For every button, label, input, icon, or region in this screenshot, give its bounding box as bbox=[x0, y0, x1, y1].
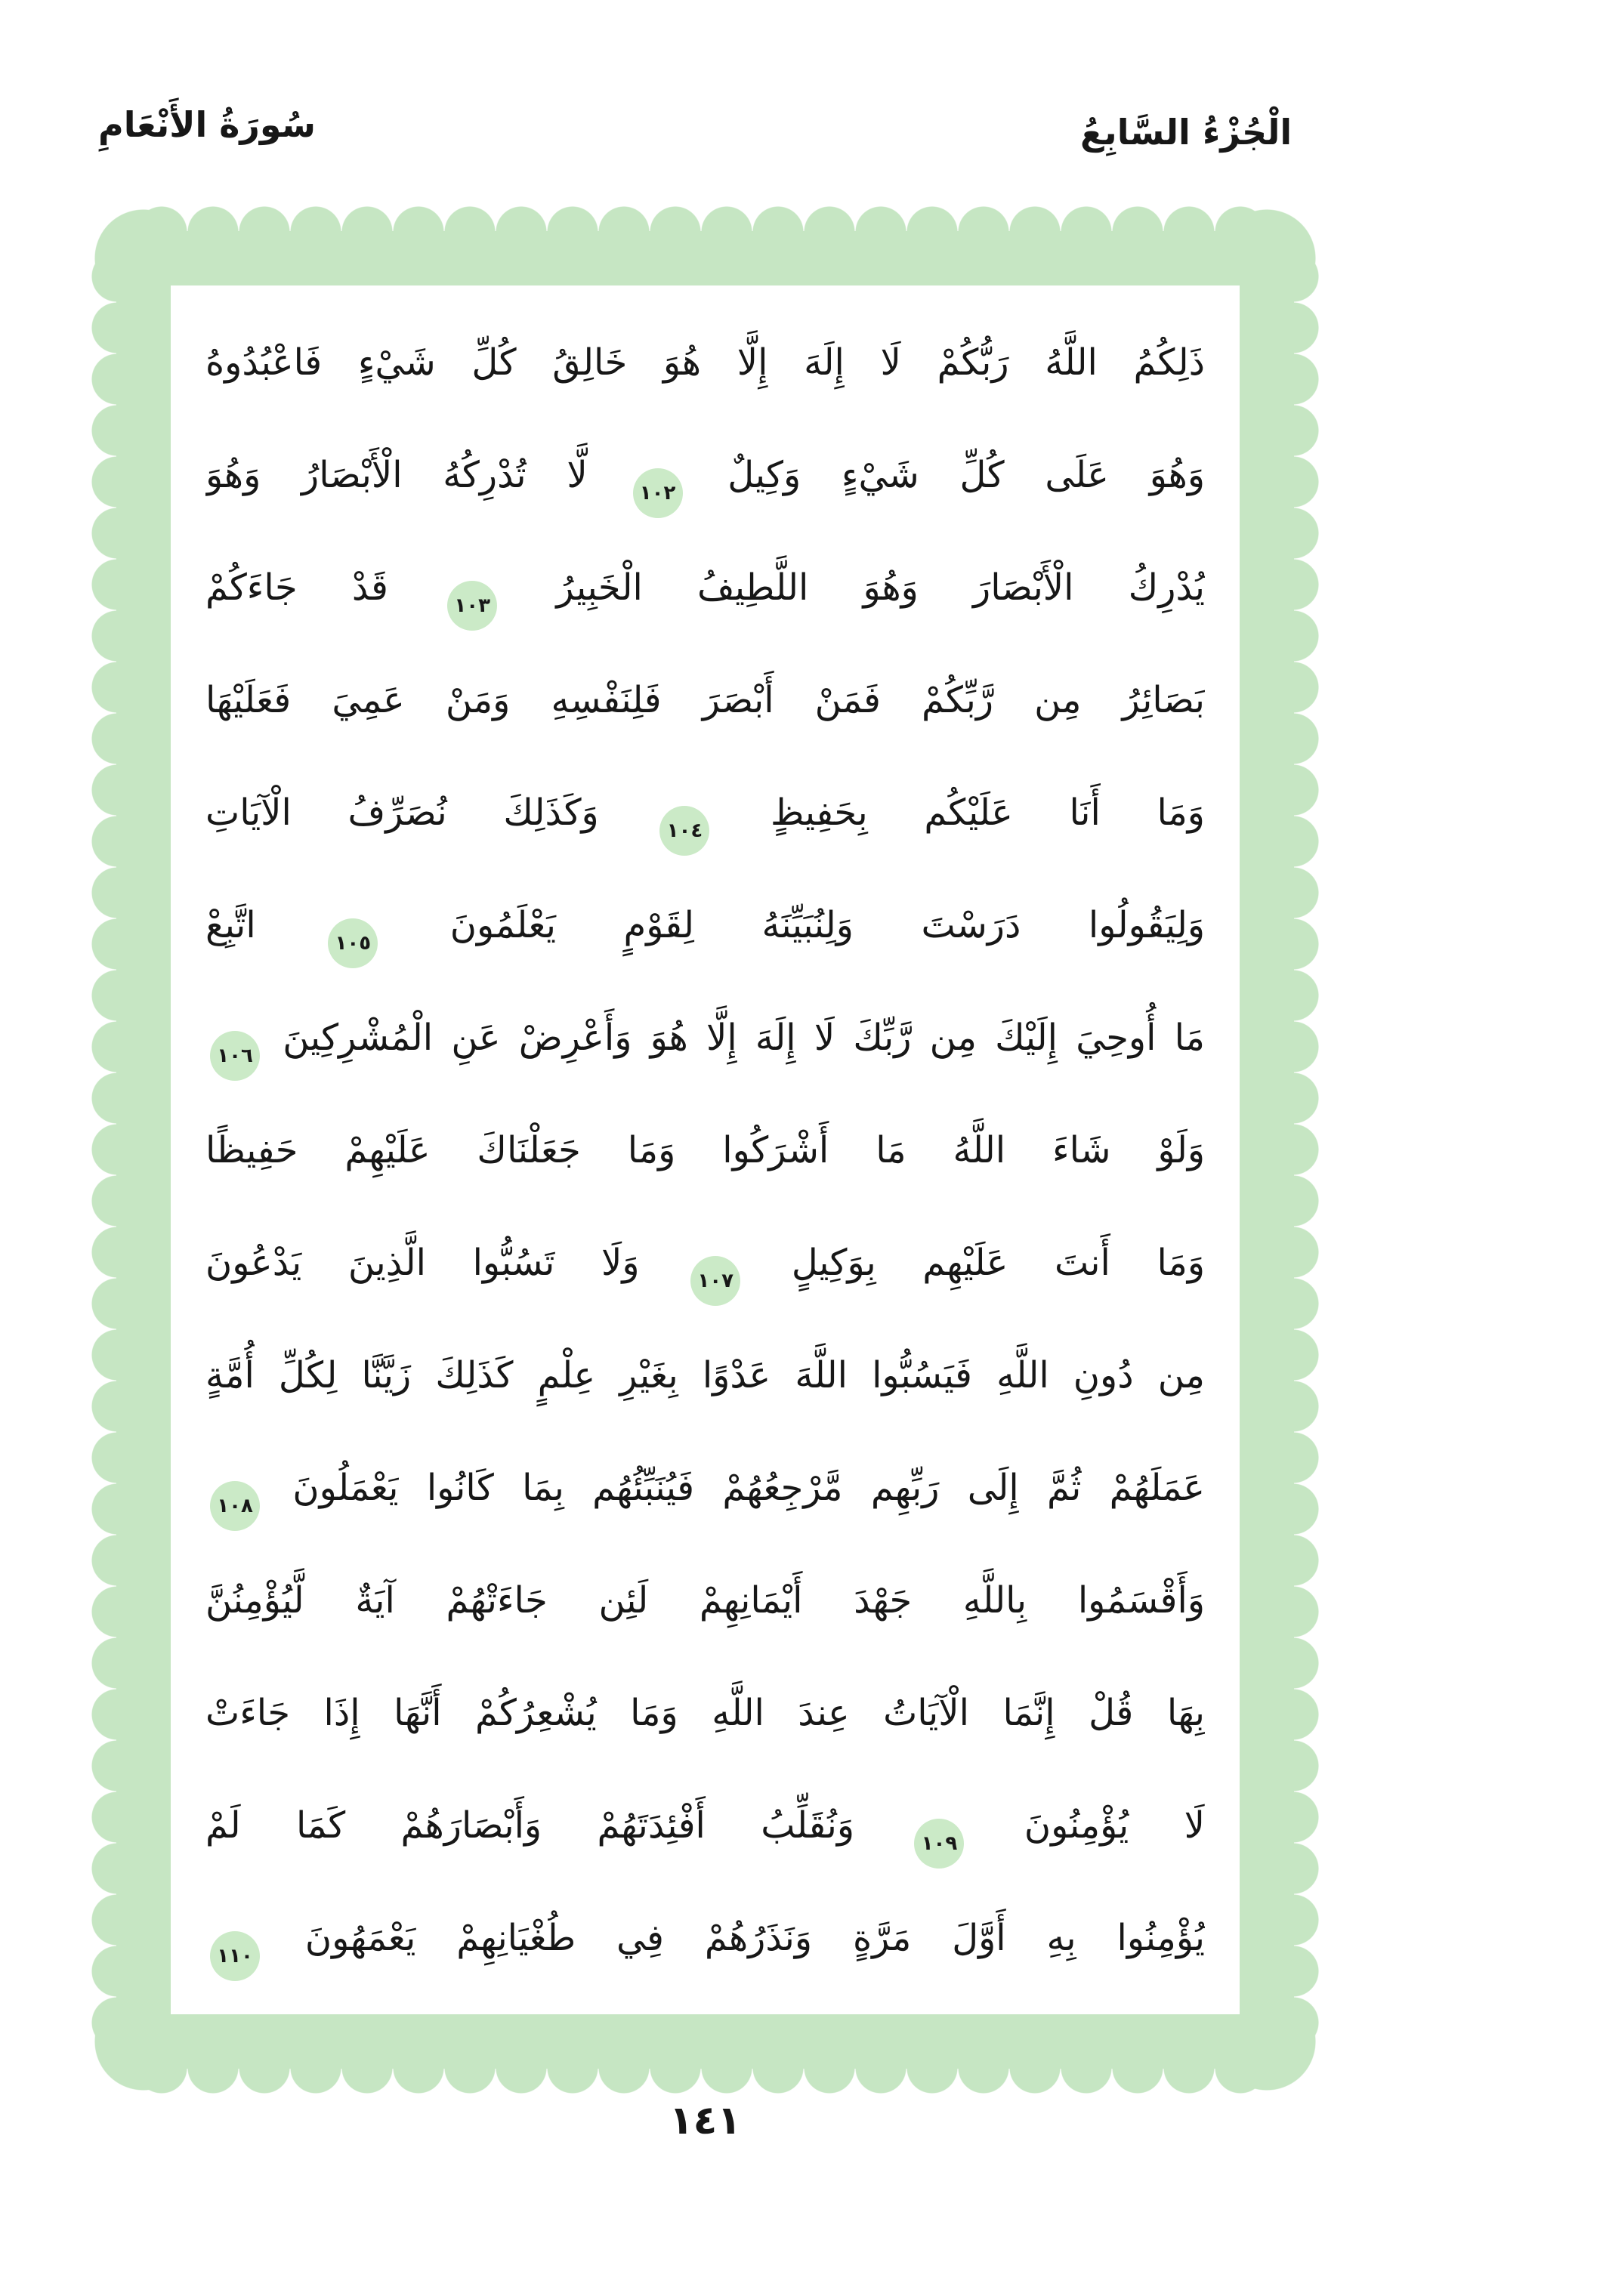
ayah-number-marker-icon bbox=[914, 1819, 964, 1869]
quran-line bbox=[205, 1545, 1205, 1657]
quran-text-run: وَأَقْسَمُوا بِاللَّهِ جَهْدَ أَيْمَانِهِمْ لَئِن جَاءَتْهُمْ آيَةٌ لَّيُؤْمِنُنَّ bbox=[205, 1579, 1205, 1622]
ayah-number-marker-icon bbox=[210, 1031, 260, 1081]
page-number: ١٤١ bbox=[669, 2098, 742, 2143]
quran-text-run: وَمَا أَنتَ عَلَيْهِم بِوَكِيلٍ bbox=[791, 1242, 1205, 1284]
ayah-number: ١٠٢ bbox=[639, 482, 676, 505]
quran-text-run: عَمَلَهُمْ ثُمَّ إِلَى رَبِّهِم مَّرْجِعُهُمْ فَيُنَبِّئُهُم بِمَا كَانُوا يَعْمَلُونَ bbox=[292, 1467, 1205, 1509]
ayah-number: ١١٠ bbox=[217, 1945, 253, 1967]
ayah-number-marker-icon bbox=[210, 1931, 260, 1981]
quran-line bbox=[205, 1207, 1205, 1319]
quran-line bbox=[205, 869, 1205, 982]
quran-line bbox=[205, 1319, 1205, 1432]
quran-text-run: يُدْرِكُ الْأَبْصَارَ وَهُوَ اللَّطِيفُ الْخَبِيرُ bbox=[556, 566, 1205, 609]
quran-text-run: بَصَائِرُ مِن رَّبِّكُمْ فَمَنْ أَبْصَرَ فَلِنَفْسِهِ وَمَنْ عَمِيَ فَعَلَيْهَا bbox=[205, 679, 1205, 721]
frame-scallop-top-edge bbox=[136, 205, 1274, 232]
quran-line bbox=[205, 1882, 1205, 1995]
quran-text-run: لَا يُؤْمِنُونَ bbox=[1024, 1804, 1205, 1847]
surah-title: سُورَةُ الأَنْعَامِ bbox=[98, 104, 316, 145]
quran-text-run: وَلَا تَسُبُّوا الَّذِينَ يَدْعُونَ bbox=[205, 1242, 640, 1284]
ayah-number-marker-icon bbox=[633, 468, 683, 518]
quran-lines bbox=[205, 307, 1205, 1995]
ayah-number: ١٠٥ bbox=[335, 932, 372, 955]
text-area bbox=[171, 285, 1240, 2014]
ayah-number: ١٠٦ bbox=[217, 1045, 253, 1067]
ayah-number: ١٠٨ bbox=[217, 1495, 253, 1517]
ayah-number-marker-icon bbox=[690, 1256, 740, 1306]
frame-scallop-left-edge bbox=[91, 251, 117, 2049]
quran-text-run: وَكَذَلِكَ نُصَرِّفُ الْآيَاتِ bbox=[205, 792, 599, 834]
ayah-number: ١٠٧ bbox=[697, 1270, 734, 1292]
quran-text-run: وَلَوْ شَاءَ اللَّهُ مَا أَشْرَكُوا وَمَا جَعَلْنَاكَ عَلَيْهِمْ حَفِيظًا bbox=[205, 1129, 1205, 1171]
quran-line bbox=[205, 1770, 1205, 1882]
quran-text-run: وَهُوَ عَلَى كُلِّ شَيْءٍ وَكِيلٌ bbox=[727, 454, 1205, 496]
ayah-number: ١٠٣ bbox=[454, 594, 490, 617]
quran-line bbox=[205, 1094, 1205, 1207]
quran-line bbox=[205, 644, 1205, 757]
quran-text-run: وَمَا أَنَا عَلَيْكُم بِحَفِيظٍ bbox=[771, 792, 1205, 834]
quran-text-run: يُؤْمِنُوا بِهِ أَوَّلَ مَرَّةٍ وَنَذَرُهُمْ فِي طُغْيَانِهِمْ يَعْمَهُونَ bbox=[304, 1917, 1205, 1959]
ayah-number-marker-icon bbox=[210, 1481, 260, 1531]
quran-line bbox=[205, 982, 1205, 1094]
quran-text-run: مَا أُوحِيَ إِلَيْكَ مِن رَّبِّكَ لَا إِلَهَ إِلَّا هُوَ وَأَعْرِضْ عَنِ الْمُشْرِكِينَ bbox=[283, 1017, 1205, 1059]
quran-line bbox=[205, 757, 1205, 869]
frame-scallop-bottom-edge bbox=[136, 2068, 1274, 2094]
juz-title: الْجُزْءُ السَّابِعُ bbox=[1080, 112, 1293, 153]
ayah-number-marker-icon bbox=[447, 581, 497, 631]
quran-text-run: اتَّبِعْ bbox=[205, 904, 256, 946]
quran-line bbox=[205, 307, 1205, 419]
quran-line bbox=[205, 532, 1205, 644]
quran-text-run: بِهَا قُلْ إِنَّمَا الْآيَاتُ عِندَ اللَّهِ وَمَا يُشْعِرُكُمْ أَنَّهَا إِذَا جَاءَتْ bbox=[205, 1692, 1205, 1734]
quran-text-run: مِن دُونِ اللَّهِ فَيَسُبُّوا اللَّهَ عَدْوًا بِغَيْرِ عِلْمٍ كَذَلِكَ زَيَّنَّا لِكُلِّ أُمَّةٍ bbox=[205, 1354, 1205, 1396]
ayah-number: ١٠٩ bbox=[921, 1832, 958, 1855]
quran-text-run: وَنُقَلِّبُ أَفْئِدَتَهُمْ وَأَبْصَارَهُمْ كَمَا لَمْ bbox=[205, 1804, 855, 1847]
frame-scallop-right-edge bbox=[1293, 251, 1320, 2049]
decorative-frame bbox=[91, 205, 1320, 2094]
quran-text-run: لَّا تُدْرِكُهُ الْأَبْصَارُ وَهُوَ bbox=[205, 454, 588, 496]
quran-text-run: وَلِيَقُولُوا دَرَسْتَ وَلِنُبَيِّنَهُ لِقَوْمٍ يَعْلَمُونَ bbox=[449, 904, 1205, 946]
quran-text-run: ذَلِكُمُ اللَّهُ رَبُّكُمْ لَا إِلَهَ إِلَّا هُوَ خَالِقُ كُلِّ شَيْءٍ فَاعْبُدُوهُ bbox=[205, 341, 1205, 384]
quran-line bbox=[205, 1657, 1205, 1770]
ayah-number: ١٠٤ bbox=[666, 819, 703, 842]
ayah-number-marker-icon bbox=[328, 918, 378, 968]
ayah-number-marker-icon bbox=[659, 806, 709, 856]
quran-line bbox=[205, 419, 1205, 532]
quran-text-run: قَدْ جَاءَكُمْ bbox=[205, 566, 388, 609]
quran-line bbox=[205, 1432, 1205, 1545]
